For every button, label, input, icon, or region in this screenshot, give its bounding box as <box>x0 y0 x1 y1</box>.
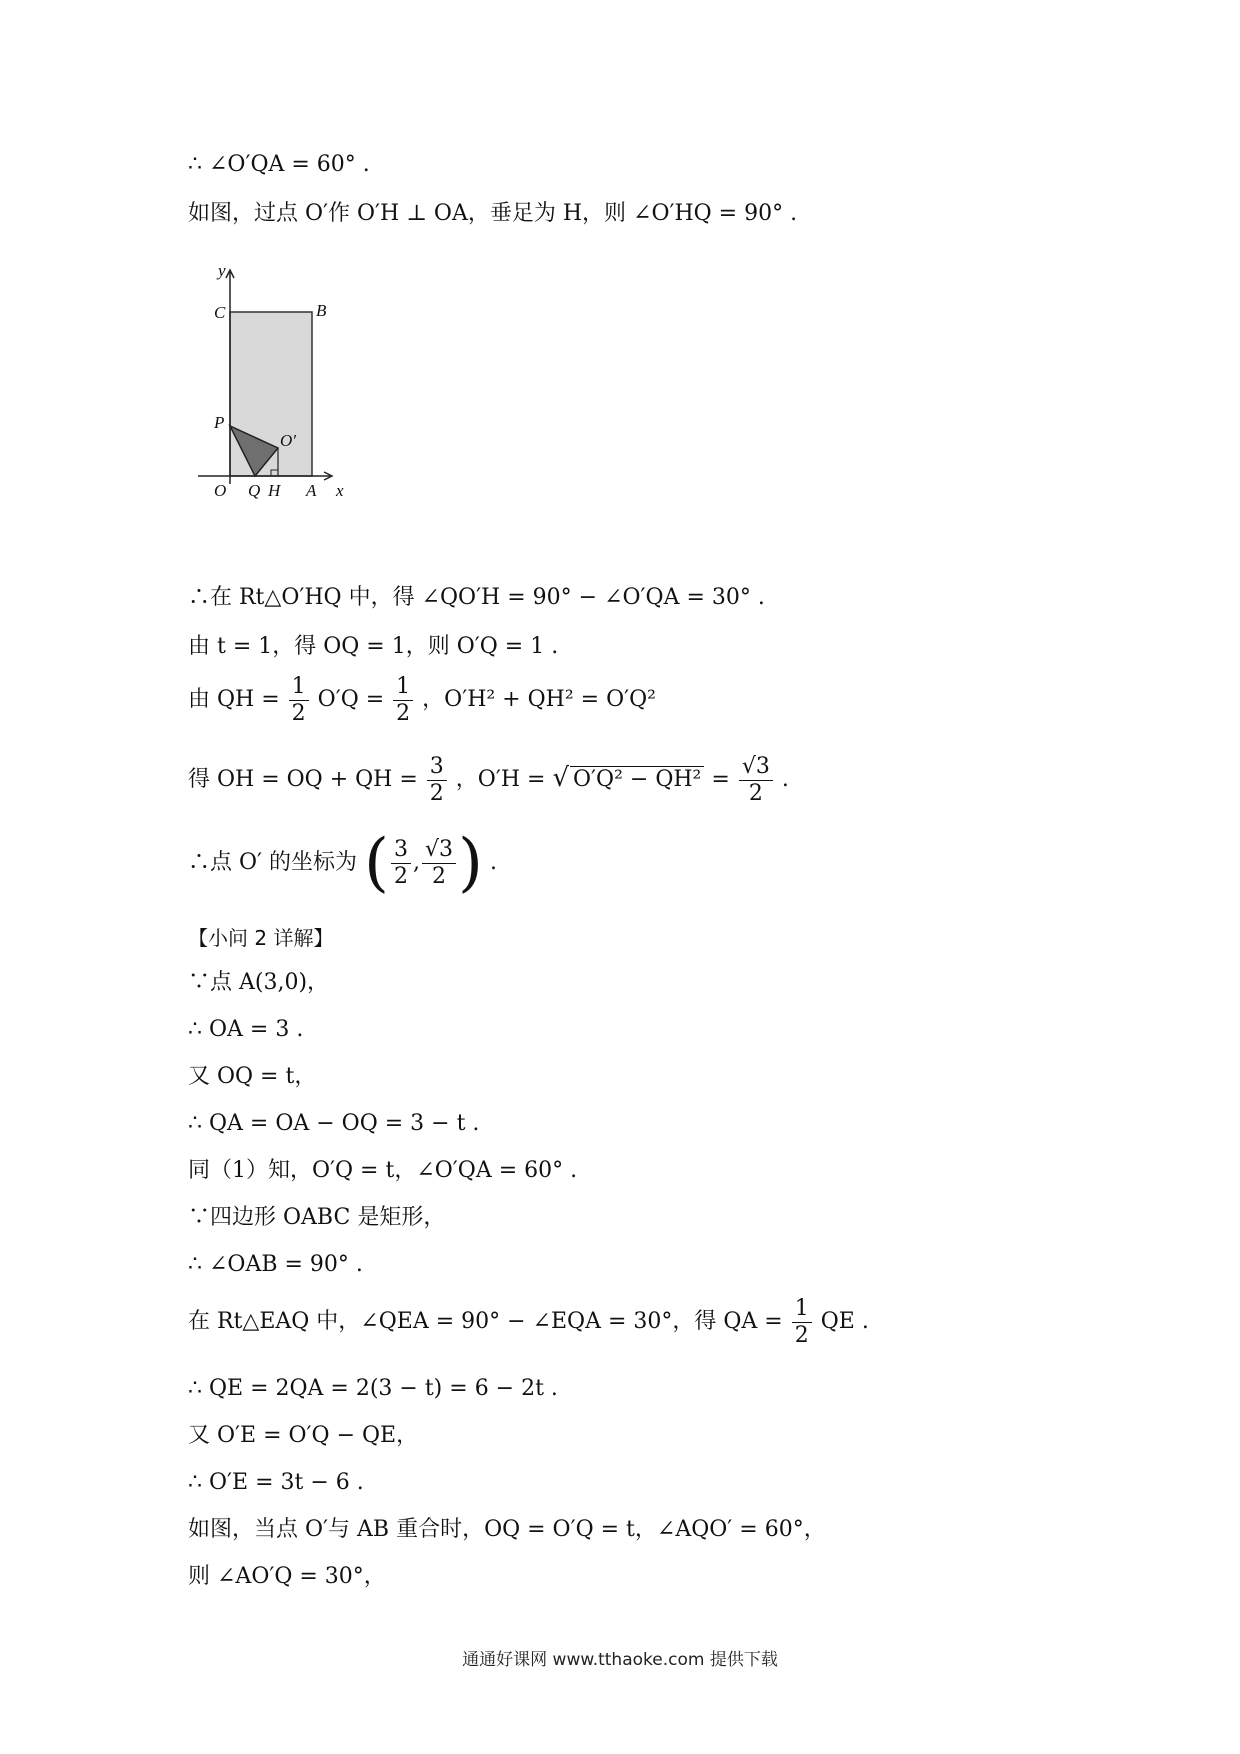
text-line: 则 ∠AO′Q = 30°， <box>188 1564 386 1589</box>
left-paren: ( <box>364 826 389 900</box>
text-line: ∴ QE = 2QA = 2(3 − t) = 6 − 2t . <box>188 1376 558 1401</box>
text-line: ∴在 Rt△O′HQ 中，得 ∠QO′H = 90° − ∠O′QA = 30° . <box>188 585 765 610</box>
text-line: 又 OQ = t， <box>188 1064 317 1089</box>
text-line: ∵四边形 OABC 是矩形， <box>188 1205 446 1230</box>
formula-qh <box>188 670 656 730</box>
formula-text: = <box>711 767 730 792</box>
text-line: ∴ ∠O′QA = 60° . <box>188 152 370 177</box>
radical-sign: √ <box>552 763 570 793</box>
formula-text: . <box>489 850 497 875</box>
text-line: ∴ O′E = 3t − 6 . <box>188 1470 364 1495</box>
text-line: 又 O′E = O′Q − QE， <box>188 1423 419 1448</box>
formula-eaq <box>188 1292 869 1352</box>
label-b: B <box>316 301 327 320</box>
formula-oh <box>188 748 789 810</box>
text-line: ∴ OA = 3 . <box>188 1017 304 1042</box>
formula-coordinate <box>188 828 497 898</box>
text-line: 同（1）知，O′Q = t，∠O′QA = 60° . <box>188 1158 578 1183</box>
right-paren: ) <box>458 826 483 900</box>
fraction: $\frac{3}{2}$ <box>391 837 411 890</box>
formula-text: O′Q = <box>317 687 385 712</box>
formula-text: 在 Rt△EAQ 中，∠QEA = 90° − ∠EQA = 30°，得 QA = <box>188 1309 783 1334</box>
label-o: O <box>214 481 227 500</box>
text-line: ∴ ∠OAB = 90° . <box>188 1252 363 1277</box>
formula-text: . <box>781 767 789 792</box>
text-line: 如图，当点 O′与 AB 重合时，OQ = O′Q = t，∠AQO′ = 60°， <box>188 1517 826 1542</box>
formula-text: ，O′H = <box>455 767 546 792</box>
fraction: $\frac{1}{2}$ <box>289 674 309 727</box>
formula-text: 由 QH = <box>188 687 280 712</box>
page-footer: 通通好课网 www.tthaoke.com 提供下载 <box>462 1650 778 1670</box>
text-line: 如图，过点 O′作 O′H ⊥ OA，垂足为 H，则 ∠O′HQ = 90° . <box>188 201 798 226</box>
label-x: x <box>336 481 344 500</box>
label-p: P <box>214 413 225 432</box>
formula-text: QE . <box>820 1309 869 1334</box>
fraction: $\frac{√3}{2}$ <box>422 837 456 890</box>
radicand: O′Q² − QH² <box>570 766 704 793</box>
section-heading: 【小问 2 详解】 <box>188 926 334 950</box>
formula-text: ∴点 O′ 的坐标为 <box>188 850 358 875</box>
text-line: ∴ QA = OA − OQ = 3 − t . <box>188 1111 480 1136</box>
label-h: H <box>268 481 281 500</box>
fraction: $\frac{1}{2}$ <box>792 1296 812 1349</box>
fraction: $\frac{√3}{2}$ <box>739 754 773 807</box>
label-y: y <box>218 262 226 280</box>
label-c: C <box>214 303 226 322</box>
geometry-figure <box>190 262 370 512</box>
formula-text: , <box>413 850 420 875</box>
fraction: $\frac{1}{2}$ <box>393 674 413 727</box>
formula-text: 得 OH = OQ + QH = <box>188 767 418 792</box>
label-q: Q <box>248 481 261 500</box>
formula-text: ，O′H² + QH² = O′Q² <box>422 687 656 712</box>
fraction: $\frac{3}{2}$ <box>427 754 447 807</box>
text-line: 由 t = 1，得 OQ = 1，则 O′Q = 1 . <box>188 634 559 659</box>
label-a: A <box>306 481 317 500</box>
text-line: ∵点 A(3,0)， <box>188 970 330 995</box>
label-o-prime: O′ <box>280 431 296 450</box>
